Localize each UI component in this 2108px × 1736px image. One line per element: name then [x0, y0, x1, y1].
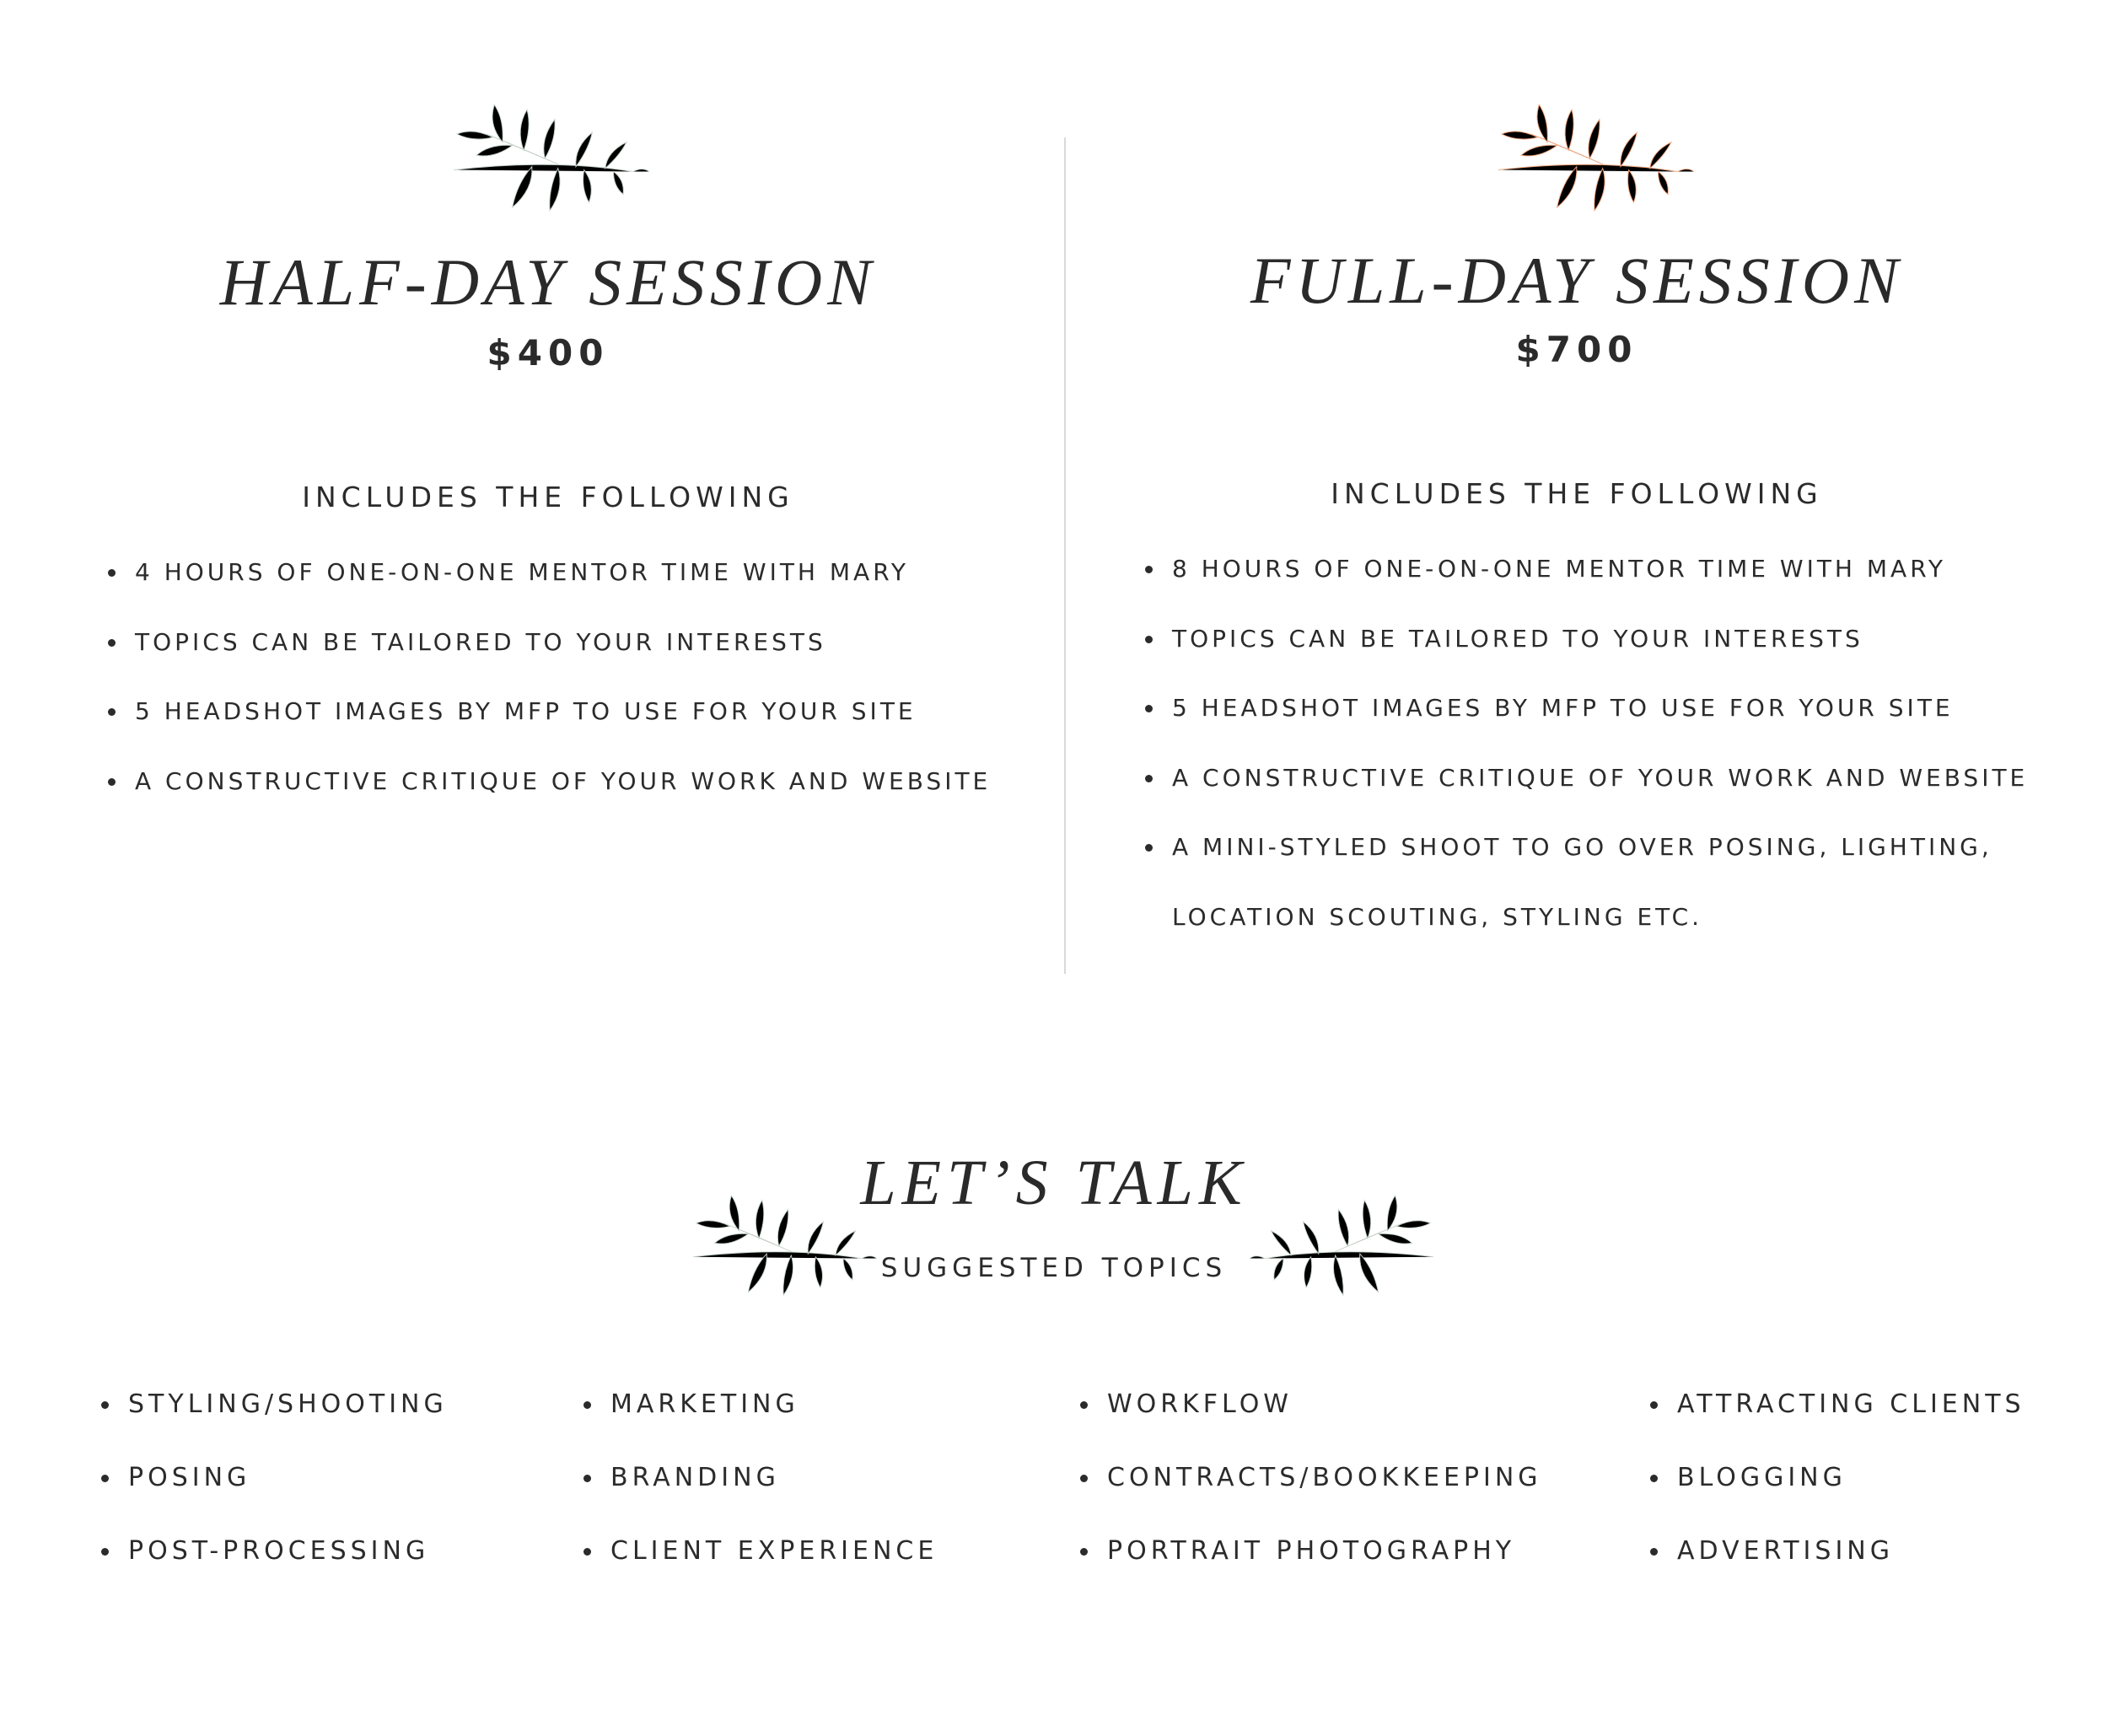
feature-list [1145, 535, 2028, 952]
topic-column [101, 1368, 448, 1588]
list-item: TOPICS CAN BE TAILORED TO YOUR INTERESTS [1145, 605, 2028, 675]
topic-item: STYLING/SHOOTING [101, 1368, 448, 1441]
topic-item: POSING [101, 1441, 448, 1514]
section-subtitle: SUGGESTED TOPICS [880, 1253, 1228, 1283]
topic-item: BRANDING [583, 1441, 938, 1514]
session-title: HALF-DAY SESSION [219, 245, 877, 319]
topic-item: WORKFLOW [1080, 1368, 1542, 1441]
list-item-continuation: LOCATION SCOUTING, STYLING ETC. [1172, 902, 1703, 931]
list-item: 4 HOURS OF ONE-ON-ONE MENTOR TIME WITH MARY [108, 538, 991, 608]
feature-list [108, 538, 991, 816]
list-item: A CONSTRUCTIVE CRITIQUE OF YOUR WORK AND WEBSITE [108, 747, 991, 817]
section-title: LET’S TALK [860, 1147, 1248, 1218]
topic-column [1080, 1368, 1542, 1588]
sprig-icon [454, 99, 649, 218]
session-price: $400 [487, 332, 610, 374]
session-title: FULL-DAY SESSION [1250, 244, 1904, 317]
session-price: $700 [1515, 329, 1638, 370]
list-item: 5 HEADSHOT IMAGES BY MFP TO USE FOR YOUR SITE [108, 677, 991, 747]
list-item: A CONSTRUCTIVE CRITIQUE OF YOUR WORK AND WEBSITE [1145, 744, 2028, 814]
sprig-icon [1498, 99, 1694, 218]
includes-heading: INCLUDES THE FOLLOWING [1331, 477, 1823, 510]
topic-item: CLIENT EXPERIENCE [583, 1514, 938, 1588]
topic-item: PORTRAIT PHOTOGRAPHY [1080, 1514, 1542, 1588]
list-item: A MINI-STYLED SHOOT TO GO OVER POSING, LIGHTING, [1145, 813, 2028, 883]
includes-heading: INCLUDES THE FOLLOWING [302, 481, 794, 513]
topic-item: ATTRACTING CLIENTS [1650, 1368, 2025, 1441]
topic-item: POST-PROCESSING [101, 1514, 448, 1588]
list-item: 5 HEADSHOT IMAGES BY MFP TO USE FOR YOUR SITE [1145, 674, 2028, 744]
topic-column [583, 1368, 938, 1588]
topic-item: MARKETING [583, 1368, 938, 1441]
topic-item: CONTRACTS/BOOKKEEPING [1080, 1441, 1542, 1514]
topic-column [1650, 1368, 2025, 1588]
column-divider [1064, 137, 1066, 974]
list-item: TOPICS CAN BE TAILORED TO YOUR INTERESTS [108, 608, 991, 678]
topic-item: BLOGGING [1650, 1441, 2025, 1514]
topic-item: ADVERTISING [1650, 1514, 2025, 1588]
list-item: 8 HOURS OF ONE-ON-ONE MENTOR TIME WITH MARY [1145, 535, 2028, 605]
